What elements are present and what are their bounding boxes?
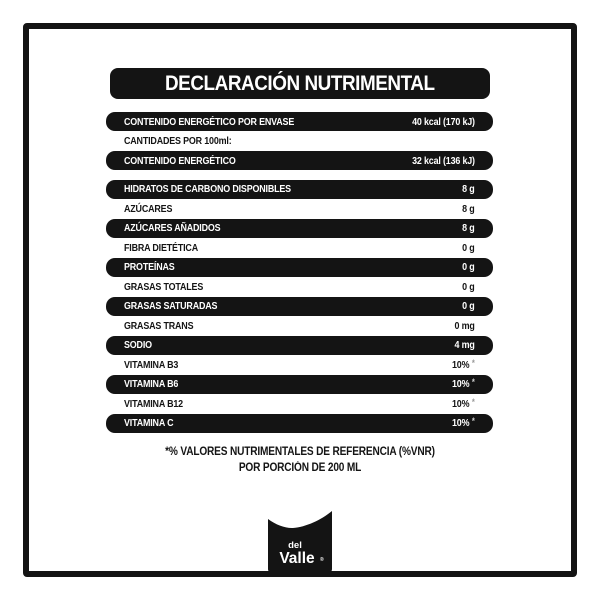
row-label: VITAMINA B6 bbox=[124, 378, 179, 390]
row-value: 8 g bbox=[462, 183, 475, 195]
row-value: 0 g bbox=[462, 241, 475, 254]
row-vitamina-b12 bbox=[106, 394, 493, 413]
del-valle-logo bbox=[268, 511, 332, 573]
row-value: 40 kcal (170 kJ) bbox=[412, 115, 475, 128]
vnr-asterisk: * bbox=[472, 377, 475, 387]
logo-text-del: del bbox=[288, 540, 302, 551]
vnr-asterisk: * bbox=[472, 357, 475, 368]
row-hidratos-de-carbono bbox=[106, 180, 493, 199]
row-label: VITAMINA C bbox=[124, 417, 174, 429]
row-value: 32 kcal (136 kJ) bbox=[412, 154, 475, 167]
row-value bbox=[452, 417, 475, 429]
row-contenido-energetico bbox=[106, 151, 493, 170]
section-spacer bbox=[106, 171, 493, 180]
declaration-title: DECLARACIÓN NUTRIMENTAL bbox=[165, 71, 435, 95]
row-value-number: 10% bbox=[452, 417, 470, 429]
row-cantidades-por-100ml bbox=[106, 132, 493, 151]
row-label: PROTEÍNAS bbox=[124, 261, 175, 273]
row-vitamina-c bbox=[106, 414, 493, 433]
row-vitamina-b6 bbox=[106, 375, 493, 394]
row-value-number: 10% bbox=[452, 397, 470, 410]
row-label: CONTENIDO ENERGÉTICO bbox=[124, 154, 236, 167]
row-value: 8 g bbox=[462, 222, 475, 234]
row-label: HIDRATOS DE CARBONO DISPONIBLES bbox=[124, 183, 291, 195]
row-vitamina-b3 bbox=[106, 355, 493, 374]
row-sodio bbox=[106, 336, 493, 355]
footnote-line-1: *% VALORES NUTRIMENTALES DE REFERENCIA (%VNR) bbox=[165, 446, 435, 458]
row-value-number: 10% bbox=[452, 378, 470, 390]
row-label: CONTENIDO ENERGÉTICO POR ENVASE bbox=[124, 115, 295, 128]
row-label: FIBRA DIETÉTICA bbox=[124, 241, 198, 254]
row-label: SODIO bbox=[124, 339, 152, 351]
row-value: 0 g bbox=[462, 280, 475, 293]
row-proteinas bbox=[106, 258, 493, 277]
row-label: VITAMINA B3 bbox=[124, 358, 179, 371]
footnote-line-2: POR PORCIÓN DE 200 ML bbox=[238, 462, 362, 474]
row-label: AZÚCARES AÑADIDOS bbox=[124, 222, 221, 234]
row-contenido-energetico-envase bbox=[106, 112, 493, 131]
row-value-number: 10% bbox=[452, 358, 470, 371]
row-value: 4 mg bbox=[454, 339, 475, 351]
vnr-footnote bbox=[0, 444, 600, 476]
row-label: GRASAS TRANS bbox=[124, 319, 194, 332]
row-value: 0 mg bbox=[454, 319, 475, 332]
row-label: AZÚCARES bbox=[124, 202, 173, 215]
row-label: GRASAS SATURADAS bbox=[124, 300, 218, 312]
row-azucares-anadidos bbox=[106, 219, 493, 238]
vnr-asterisk: * bbox=[472, 396, 475, 407]
declaration-title-bar bbox=[110, 68, 490, 99]
row-label: GRASAS TOTALES bbox=[124, 280, 204, 293]
row-grasas-trans bbox=[106, 316, 493, 335]
row-value bbox=[452, 398, 475, 410]
nutrition-rows bbox=[106, 112, 493, 433]
row-value: 0 g bbox=[462, 300, 475, 312]
row-value bbox=[452, 359, 475, 371]
row-value bbox=[452, 378, 475, 390]
row-label: CANTIDADES POR 100ml: bbox=[124, 135, 232, 147]
row-grasas-totales bbox=[106, 277, 493, 296]
logo-registered-mark: ® bbox=[320, 557, 324, 563]
row-label: VITAMINA B12 bbox=[124, 397, 183, 410]
row-grasas-saturadas bbox=[106, 297, 493, 316]
row-azucares bbox=[106, 199, 493, 218]
logo-text-valle: Valle bbox=[279, 550, 315, 567]
row-value: 0 g bbox=[462, 261, 475, 273]
vnr-asterisk: * bbox=[472, 416, 475, 426]
row-value: 8 g bbox=[462, 202, 475, 215]
row-fibra-dietetica bbox=[106, 238, 493, 257]
